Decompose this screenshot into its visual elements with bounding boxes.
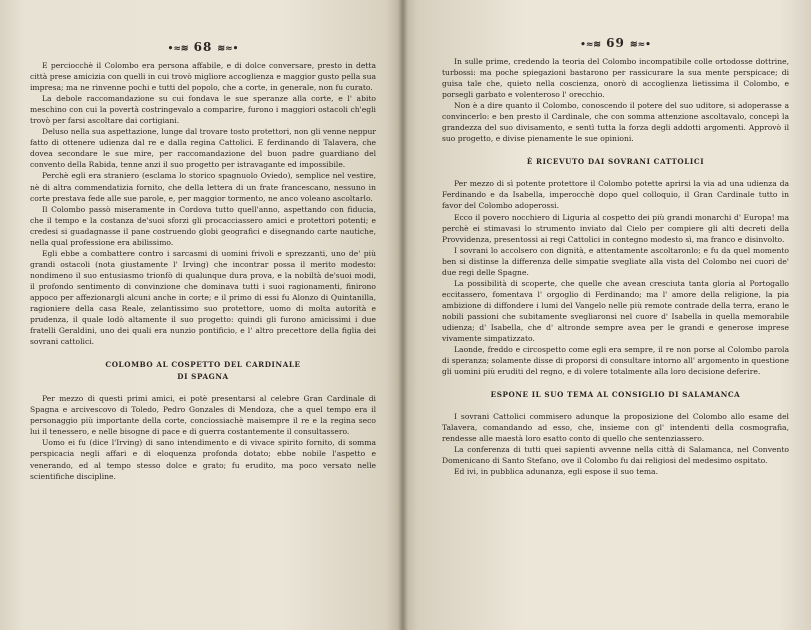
right-page xyxy=(402,0,811,630)
paragraph: E perciocchè il Colombo era persona affabile, e di dolce conversare, presto in detta città prese amicizia con quelli in cui trovò migliore accoglienza e maggior gusto pella sua impresa; ma ne rinvenne pochi e tutti del popolo, che a corte, in generale, non fu curato. xyxy=(30,61,376,93)
paragraph: In sulle prime, credendo la teoria del Colombo incompatibile colle ortodosse dottrine, turbossi: ma poche spiegazioni bastarono per rassicurare la sua mente perspicace; di guisa tale che, quieto nella coscienza, onorò di accoglienza lietissima il Colombo, e porsegli garbato e volenteroso l' orecchio. xyxy=(442,57,789,100)
paragraph: Laonde, freddo e circospetto come egli era sempre, il re non porse al Colombo parola di speranza; solamente disse di proporsi di consultare intorno all' argomento in questione gli uomini più eruditi del regno, e di volere totalmente alla loro decisione deferire. xyxy=(442,345,789,377)
left-page xyxy=(0,0,402,630)
paragraph: Ecco il povero nocchiero di Liguria al cospetto dei più grandi monarchi d' Europa! ma perchè ei stimavasi lo strumento inviato dal Cielo per compiere gli alti decreti della Provvidenza, presentossi ai regi Cattolici in contegno modesto sì, ma franco e disinvolto. xyxy=(442,212,789,244)
paragraph: Per mezzo di sì potente protettore il Colombo potette aprirsi la via ad una udienza da Ferdinando e da Isabella, imperocchè dopo quel colloquio, il Gran Cardinale tutto in favor del Colombo adoperossi. xyxy=(442,179,789,211)
ornament-icon: ≋≈• xyxy=(630,40,651,50)
paragraph: Ed ivi, in pubblica adunanza, egli espose il suo tema. xyxy=(454,467,658,477)
page-number-header xyxy=(442,36,789,50)
section-heading xyxy=(30,359,376,383)
paragraph: La conferenza di tutti quei sapienti avvenne nella città di Salamanca, nel Convento Domenicano di Santo Stefano, ove il Colombo fu dai religiosi del medesimo ospitato. xyxy=(442,445,789,466)
page-number: 69 xyxy=(606,36,625,50)
ornament-icon: ≋≈• xyxy=(217,44,239,54)
paragraph: I sovrani Cattolici commisero adunque la proposizione del Colombo allo esame del Talavera, comandando ad esso, che, insieme con gl' intendenti della cosmografia, rendesse alle maestà loro esatto conto di quello che sentenziassero. xyxy=(442,412,789,444)
paragraph: Uomo ei fu (dice l'Irving) di sano intendimento e di vivace spirito fornito, di somma perspicacia negli affari e di eloquenza profonda dotato; ebbe nobile l'aspetto e venerando, ed al tempo stesso dolce e grato; fu erudito, ma poco versato nelle scientifiche discipline. xyxy=(30,438,376,481)
paragraph: Non è a dire quanto il Colombo, conoscendo il potere del suo uditore, si adoperasse a convincerlo: e ben presto il Cardinale, che con somma attenzione ascoltavalo, concepì la grandezza del suo divisamento, e sentì tutta la forza degli addotti argomenti. Approvò il suo progetto, e divise pienamente le sue opinioni. xyxy=(442,101,789,144)
paragraph: La possibilità di scoperte, che quelle che avean cresciuta tanta gloria al Portogallo eccitassero, fomentava l' orgoglio di Ferdinando; ma l' amore della religione, la pia ambizione di diffondere i lumi del Vangelo nelle più remote contrade della terra, erano le nobili passioni che subitamente svegliaronsi nel cuore d' Isabella in quella memorabile udienza; d' Isabella, che d' altronde sempre avea per le grandi e generose imprese vivamente simpatizzato. xyxy=(442,278,789,344)
paragraph: La debole raccomandazione su cui fondava le sue speranze alla corte, e l' abito meschino con cui la povertà costringevalo a comparire, furono i maggiori ostacoli ch'egli trovò per farsi ascoltare dai cortigiani. xyxy=(30,94,376,126)
section-heading: ESPONE IL SUO TEMA AL CONSIGLIO DI SALAMANCA xyxy=(490,390,741,400)
ornament-icon: •≈≋ xyxy=(167,44,189,54)
paragraph: Per mezzo di questi primi amici, ei potè presentarsi al celebre Gran Cardinale di Spagna e arcivescovo di Toledo, Pedro Gonzales di Mendoza, che a quel tempo era il personaggio più importante della corte, conciossiachè maisempre il re e la regina seco lui il tenessero, e nelle bisogne di pace e di guerra costantemente il consultassero. xyxy=(30,394,376,437)
paragraph: Deluso nella sua aspettazione, lunge dal trovare tosto protettori, non gli venne neppur fatto di ottenere udienza dal re e dalla regina Cattolici. E ferdinando di Talavera, che dovea secondare le sue mire, per raccomandazione del buon padre guardiano del convento della Rabida, tenne anzi il suo progetto per istravagante ed impossibile. xyxy=(30,127,376,170)
page-number: 68 xyxy=(193,40,213,54)
paragraph: Egli ebbe a combattere contro i sarcasmi di uomini frivoli e sprezzanti, uno de' più grandi ostacoli (nota giustamente l' Irving) che incontrar possa il merito modesto: nondimeno il suo entusiasmo trionfò di qualunque dura prova, e la nobiltà de'suoi modi, il profondo sentimento di convinzione che dominava tutti i suoi ragionamenti, finirono appoco per affezionargli alcuni anche in corte; e il primo di essi fu Alonzo di Quintanilla, ragioniere della casa Reale, zelantissimo suo protettore, uomo di molta autorità e prudenza, il quale lodò altamente il suo progetto: quindi gli furono amicissimi i due fratelli Geraldini, uno dei quali era nunzio pontificio, e l' altro precettore della figlia dei sovrani cattolici. xyxy=(30,248,376,347)
section-heading-line: DI SPAGNA xyxy=(177,372,229,382)
section-heading: È RICEVUTO DAI SOVRANI CATTOLICI xyxy=(526,157,705,167)
ornament-icon: •≈≋ xyxy=(580,40,601,50)
section-heading-line: COLOMBO AL COSPETTO DEL CARDINALE xyxy=(105,360,301,370)
book-spine-shadow xyxy=(398,0,408,630)
paragraph: Il Colombo passò miseramente in Cordova tutto quell'anno, aspettando con fiducia, che il tempo e la costanza de'suoi sforzi gli procacciassero amici e protettori potenti; e credesi si guadagnasse il pane costruendo globi geografici e disegnando carte nautiche, nella qual professione era abilissimo. xyxy=(30,204,376,247)
paragraph: Perchè egli era straniero (esclama lo storico spagnuolo Oviedo), semplice nel vestire, nè di altra commendatizia fornito, che della lettera di un frate francescano, nessuno in corte prestava fede alle sue parole, e, per maggior tormento, ne anco voleano ascoltarlo. xyxy=(30,171,376,203)
paragraph: I sovrani lo accolsero con dignità, e attentamente ascoltaronlo; e fu da quel momento ben si distinse la differenza delle simpatie svegliate alla vista del Colombo nei cuori de' due regi delle Spagne. xyxy=(442,245,789,277)
page-number-header xyxy=(30,40,376,54)
